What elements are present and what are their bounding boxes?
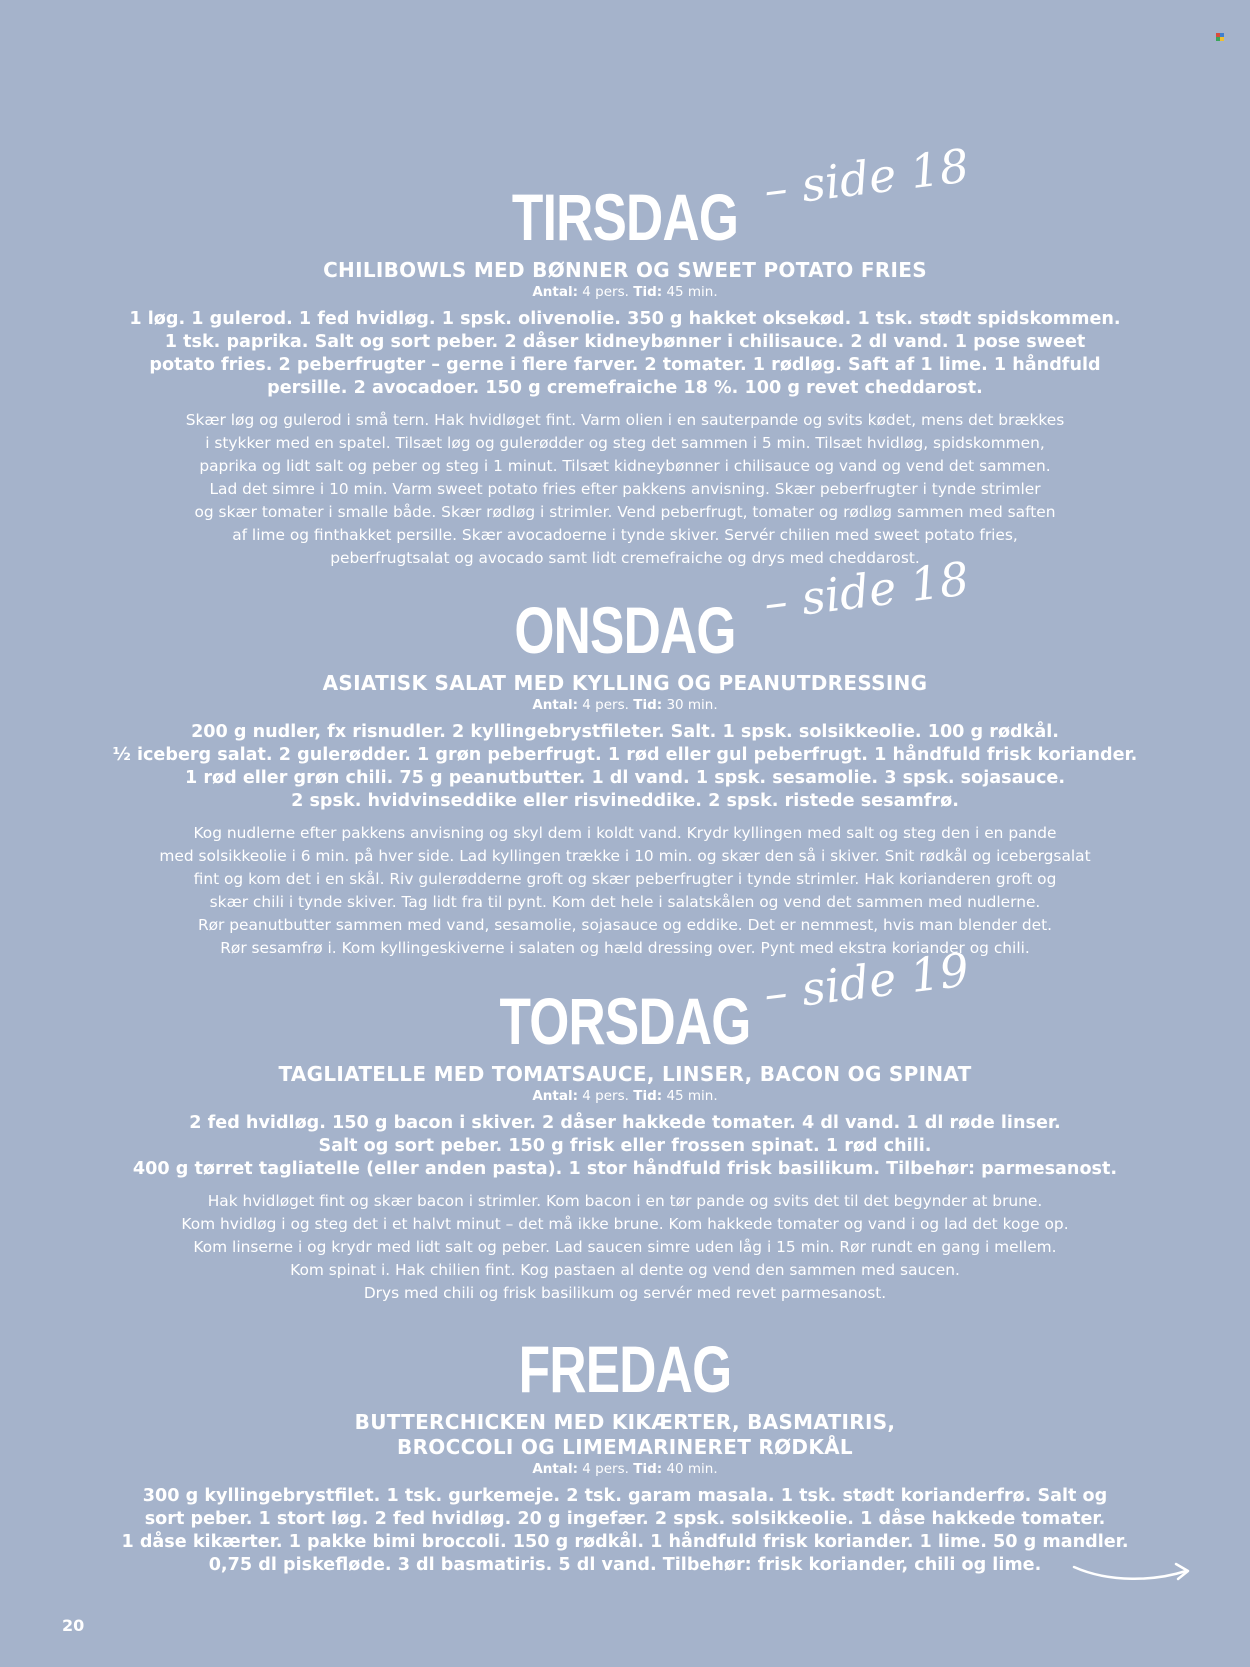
- ingredient-list: 2 fed hvidløg. 150 g bacon i skiver. 2 dåser hakkede tomater. 4 dl vand. 1 dl røde linser. Salt og sort peber. 150 g frisk eller frossen spinat. 1 rød chili. 400 g tørret tagliatelle (eller anden pasta). 1 stor håndfuld frisk basilikum. Tilbehør: parmesanost.: [132, 1113, 1118, 1179]
- recipe-meta: Antal: 4 pers. Tid: 45 min.: [532, 1088, 718, 1104]
- day-section-tirsdag: [60, 138, 1190, 570]
- day-heading: [60, 138, 1190, 258]
- day-section-fredag: [60, 1332, 1190, 1577]
- day-heading: [60, 1332, 1190, 1410]
- recipe-title: CHILIBOWLS MED BØNNER OG SWEET POTATO FRIES: [323, 258, 927, 282]
- recipe-title: ASIATISK SALAT MED KYLLING OG PEANUTDRESSING: [322, 671, 928, 695]
- instructions: Hak hvidløget fint og skær bacon i strimler. Kom bacon i en tør pande og svits det til det begynder at brune. Kom hvidløg i og steg det i et halvt minut – det må ikke brune. Kom hakkede tomater og vand i og lad det koge op. Kom linserne i og krydr med lidt salt og peber. Lad saucen simre uden låg i 15 min. Rør rundt en gang i mellem. Kom spinat i. Hak chilien fint. Kog pastaen al dente og vend den sammen med saucen. Drys med chili og frisk basilikum og servér med revet parmesanost.: [181, 1192, 1069, 1302]
- recipe-meta: Antal: 4 pers. Tid: 30 min.: [532, 697, 718, 713]
- ingredient-list: 200 g nudler, fx risnudler. 2 kyllingebrystfileter. Salt. 1 spsk. solsikkeolie. 100 g rødkål. ½ iceberg salat. 2 gulerødder. 1 grøn peberfrugt. 1 rød eller gul peberfrugt. 1 håndfuld frisk koriander. 1 rød eller grøn chili. 75 g peanutbutter. 1 dl vand. 1 spsk. sesamolie. 3 spsk. sojasauce. 2 spsk. hvidvinseddike eller risvineddike. 2 spsk. ristede sesamfrø.: [112, 722, 1138, 811]
- day-title: ONSDAG: [514, 593, 736, 667]
- instructions: Kog nudlerne efter pakkens anvisning og skyl dem i koldt vand. Krydr kyllingen med salt og steg den i en pande med solsikkeolie i 6 min. på hver side. Lad kyllingen trække i 10 min. og skær den så i skiver. Snit rødkål og icebergsalat fint og kom det i en skål. Riv gulerødderne groft og skær peberfrugter i tynde strimler. Hak korianderen groft og skær chili i tynde skiver. Tag lidt fra til pynt. Kom det hele i salatskålen og vend det sammen med nudlerne. Rør peanutbutter sammen med vand, sesamolie, sojasauce og eddike. Det er nemmest, hvis man blender det. Rør sesamfrø i. Kom kyllingeskiverne i salaten og hæld dressing over. Pynt med ekstra koriander og chili.: [159, 824, 1091, 957]
- day-title: TIRSDAG: [511, 180, 739, 254]
- page-reference: – side 19: [761, 942, 972, 1022]
- logo-icon: [1216, 33, 1224, 41]
- arrow-right-icon: [1070, 1555, 1195, 1585]
- day-section-torsdag: [60, 942, 1190, 1305]
- recipe-title: TAGLIATELLE MED TOMATSAUCE, LINSER, BACON OG SPINAT: [278, 1062, 972, 1086]
- day-heading: [60, 551, 1190, 671]
- recipe-meta: Antal: 4 pers. Tid: 45 min.: [532, 284, 718, 300]
- recipe-title: BUTTERCHICKEN MED KIKÆRTER, BASMATIRIS, BROCCOLI OG LIMEMARINERET RØDKÅL: [354, 1410, 896, 1459]
- day-section-onsdag: [60, 551, 1190, 960]
- day-title: TORSDAG: [499, 984, 751, 1058]
- instructions: Skær løg og gulerod i små tern. Hak hvidløget fint. Varm olien i en sauterpande og svits kødet, mens det brækkes i stykker med en spatel. Tilsæt løg og gulerødder og steg det sammen i 5 min. Tilsæt hvidløg, spidskommen, paprika og lidt salt og peber og steg i 1 minut. Tilsæt kidneybønner i chilisauce og vand og vend det sammen. Lad det simre i 10 min. Varm sweet potato fries efter pakkens anvisning. Skær peberfrugter i tynde strimler og skær tomater i smalle både. Skær rødløg i strimler. Vend peberfrugt, tomater og rødløg sammen med saften af lime og finthakket persille. Skær avocadoerne i tynde skiver. Servér chilien med sweet potato fries, peberfrugtsalat og avocado samt lidt cremefraiche og drys med cheddarost.: [185, 411, 1065, 567]
- page-reference: – side 18: [761, 138, 972, 218]
- page-reference: – side 18: [761, 551, 972, 631]
- recipe-meta: Antal: 4 pers. Tid: 40 min.: [532, 1461, 718, 1477]
- page-number: 20: [62, 1616, 85, 1635]
- ingredient-list: 300 g kyllingebrystfilet. 1 tsk. gurkemeje. 2 tsk. garam masala. 1 tsk. stødt korianderfrø. Salt og sort peber. 1 stort løg. 2 fed hvidløg. 20 g ingefær. 2 spsk. solsikkeolie. 1 dåse hakkede tomater. 1 dåse kikærter. 1 pakke bimi broccoli. 150 g rødkål. 1 håndfuld frisk koriander. 1 lime. 50 g mandler. 0,75 dl piskefløde. 3 dl basmatiris. 5 dl vand. Tilbehør: frisk koriander, chili og lime.: [121, 1486, 1129, 1575]
- ingredient-list: 1 løg. 1 gulerod. 1 fed hvidløg. 1 spsk. olivenolie. 350 g hakket oksekød. 1 tsk. stødt spidskommen. 1 tsk. paprika. Salt og sort peber. 2 dåser kidneybønner i chilisauce. 2 dl vand. 1 pose sweet potato fries. 2 peberfrugter – gerne i flere farver. 2 tomater. 1 rødløg. Saft af 1 lime. 1 håndfuld persille. 2 avocadoer. 150 g cremefraiche 18 %. 100 g revet cheddarost.: [129, 309, 1121, 398]
- day-title: FREDAG: [518, 1332, 732, 1406]
- day-heading: [60, 942, 1190, 1062]
